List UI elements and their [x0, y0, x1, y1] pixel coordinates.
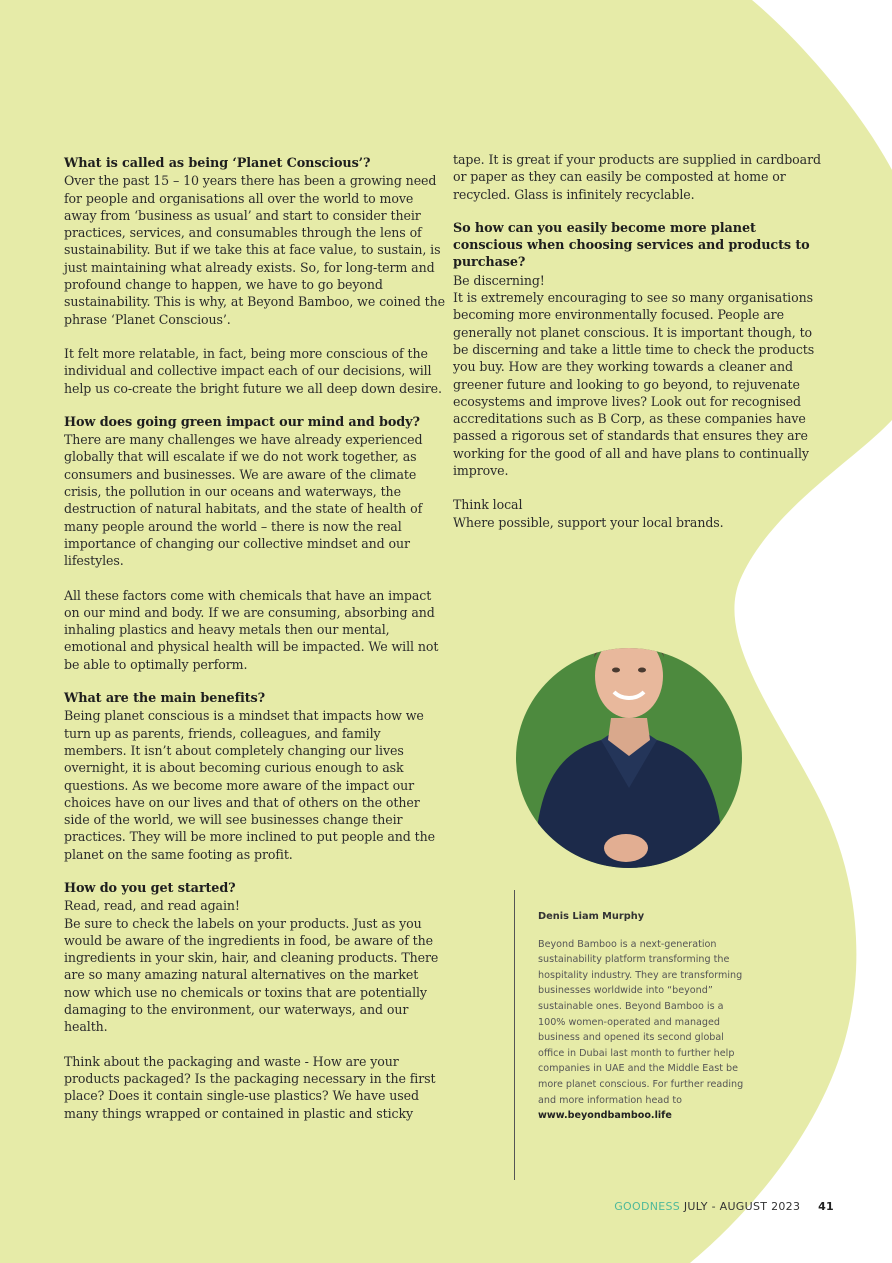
magazine-brand: GOODNESS	[614, 1200, 681, 1213]
tip-title: Think local	[453, 497, 523, 513]
section-intro: Read, read, and read again!	[64, 898, 240, 914]
page-number: 41	[818, 1200, 834, 1213]
section-heading-become-planet-conscious: So how can you easily become more planet conscious when choosing services and products to purchase?	[453, 220, 810, 271]
paragraph: It is extremely encouraging to see so many organisations becoming more environmentally focused. People are generally not planet conscious. It is important though, to be discerning and take a little time to check the products you buy. How are they working towards a cleaner and greener future and looking to go beyond, to rejuvenate ecosystems and improve lives? Look out for recognised accreditations such as B Corp, as these companies have passed a rigorous set of standards that ensures they are working for the good of all and have plans to continually improve.	[453, 290, 815, 479]
bio-divider	[514, 890, 515, 1180]
section-intro: Be discerning!	[453, 272, 545, 288]
author-bio	[538, 909, 748, 1124]
paragraph: Being planet conscious is a mindset that impacts how we turn up as parents, friends, colleagues, and family members. It isn’t about completely changing our lives overnight, it is about becoming curious enough to ask questions. As we become more aware of the impact our choices have on our lives and that of others on the other side of the world, we will see businesses change their practices. They will be more inclined to put people and the planet on the same footing as profit.	[64, 708, 435, 862]
paragraph: There are many challenges we have already experienced globally that will escalate if we do not work together, as consumers and businesses. We are aware of the climate crisis, the pollution in our oceans and waterways, the destruction of natural habitats, and the state of health of many people around the world – there is now the real importance of changing our collective mindset and our lifestyles.	[64, 432, 423, 569]
bio-text	[538, 937, 748, 1124]
paragraph: It felt more relatable, in fact, being more conscious of the individual and collective impact each of our decisions, will help us co-create the bright future we all deep down desire.	[64, 345, 442, 396]
continuation-paragraph: tape. It is great if your products are supplied in cardboard or paper as they can easily be composted at home or recycled. Glass is infinitely recyclable.	[453, 152, 821, 202]
tip-text: Where possible, support your local brands.	[453, 514, 724, 530]
author-portrait	[516, 648, 742, 868]
paragraph: Over the past 15 – 10 years there has been a growing need for people and organisations all over the world to move away from ‘business as usual’ and start to consider their practices, services, and consumables through the lens of sustainability. But if we take this at face value, to sustain, is just maintaining what already exists. So, for long-term and profound change to happen, we have to go beyond sustainability. This is why, at Beyond Bamboo, we coined the phrase ‘Planet Conscious’.	[64, 173, 445, 327]
page-footer	[614, 1200, 834, 1213]
bio-website-link[interactable]: www.beyondbamboo.life	[538, 1110, 672, 1122]
bio-description: Beyond Bamboo is a next-generation sustainability platform transforming the hospitality industry. They are transforming businesses worldwide into “beyond” sustainable ones. Beyond Bamboo is a 100% women-operated and managed business and opened its second global office in Dubai last month to further help companies in UAE and the Middle East be more planet conscious. For further reading and more information head to	[538, 938, 744, 1106]
right-article-column	[453, 151, 823, 531]
section-heading-planet-conscious: What is called as being ‘Planet Conscious’?	[64, 156, 371, 171]
issue-date: JULY - AUGUST 2023	[683, 1200, 801, 1213]
left-article-column	[64, 155, 446, 1122]
author-name: Denis Liam Murphy	[538, 911, 645, 922]
section-heading-main-benefits: What are the main benefits?	[64, 691, 266, 707]
section-heading-get-started: How do you get started?	[64, 880, 236, 896]
paragraph: All these factors come with chemicals that have an impact on our mind and body. If we are consuming, absorbing and inhaling plastics and heavy metals then our mental, emotional and physical health will be impacted. We will not be able to optimally perform.	[64, 587, 439, 672]
section-heading-going-green: How does going green impact our mind and body?	[64, 414, 420, 430]
paragraph: Think about the packaging and waste - How are your products packaged? Is the packaging necessary in the first place? Does it contain single-use plastics? We have used many things wrapped or contained in plastic and sticky	[64, 1053, 436, 1121]
paragraph: Be sure to check the labels on your products. Just as you would be aware of the ingredients in food, be aware of the ingredients in your skin, hair, and cleaning products. There are so many amazing natural alternatives on the market now which use no chemicals or toxins that are potentially damaging to the environment, our waterways, and our health.	[64, 915, 439, 1035]
